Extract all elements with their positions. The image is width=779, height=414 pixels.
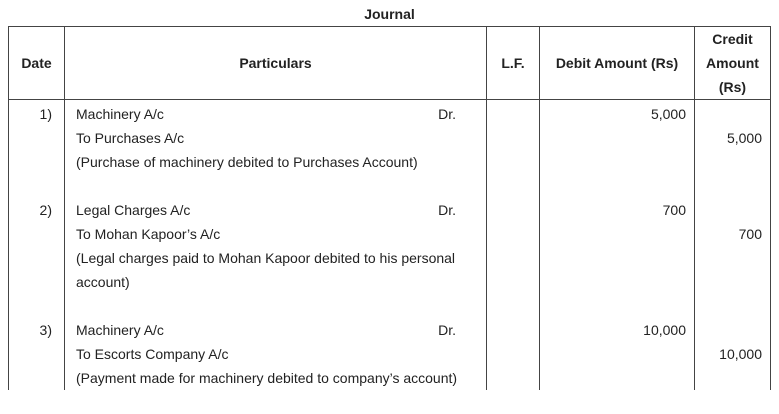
table-row (9, 316, 771, 390)
entry-number-cell (9, 316, 65, 390)
header-date: Date (9, 27, 65, 100)
credit-amount: 700 (738, 226, 762, 242)
debit-amount-cell (540, 100, 695, 197)
header-credit-line2: Amount (706, 55, 759, 71)
table-row (9, 196, 771, 316)
debit-amount: 700 (662, 202, 686, 218)
header-credit-line1: Credit (712, 31, 753, 47)
credit-account: To Purchases A/c (76, 130, 185, 146)
journal-title: Journal (364, 6, 415, 22)
journal-table (8, 26, 771, 390)
header-credit-amount (695, 27, 771, 100)
particulars-cell (65, 196, 487, 316)
debit-amount-cell (540, 316, 695, 390)
header-row (9, 27, 771, 100)
credit-account: To Escorts Company A/c (76, 346, 229, 362)
header-credit-line3: (Rs) (718, 79, 747, 95)
lf-cell (487, 100, 540, 197)
entry-number-cell (9, 196, 65, 316)
table-row (9, 100, 771, 197)
dr-mark: Dr. (438, 202, 456, 218)
debit-amount: 10,000 (643, 322, 686, 338)
dr-mark: Dr. (438, 106, 456, 122)
particulars-cell (65, 100, 487, 197)
narration: (Purchase of machinery debited to Purchases Account) (76, 154, 418, 170)
credit-amount-cell (695, 100, 771, 197)
narration: (Payment made for machinery debited to company’s account) (76, 370, 458, 386)
header-debit-amount: Debit Amount (Rs) (540, 27, 695, 100)
lf-cell (487, 196, 540, 316)
credit-amount-cell (695, 316, 771, 390)
narration: (Legal charges paid to Mohan Kapoor debited to his personal account) (76, 250, 456, 290)
entry-number-cell (9, 100, 65, 197)
credit-amount: 10,000 (719, 346, 762, 362)
debit-amount-cell (540, 196, 695, 316)
entry-number: 2) (39, 202, 52, 218)
debit-amount: 5,000 (650, 106, 686, 122)
debit-account: Machinery A/c (76, 106, 164, 122)
credit-amount: 5,000 (726, 130, 762, 146)
dr-mark: Dr. (438, 322, 456, 338)
particulars-cell (65, 316, 487, 390)
entry-number: 3) (39, 322, 52, 338)
lf-cell (487, 316, 540, 390)
entry-number: 1) (39, 106, 52, 122)
debit-account: Machinery A/c (76, 322, 164, 338)
credit-account: To Mohan Kapoor’s A/c (76, 226, 221, 242)
header-particulars: Particulars (65, 27, 487, 100)
credit-amount-cell (695, 196, 771, 316)
header-lf: L.F. (487, 27, 540, 100)
debit-account: Legal Charges A/c (76, 202, 191, 218)
